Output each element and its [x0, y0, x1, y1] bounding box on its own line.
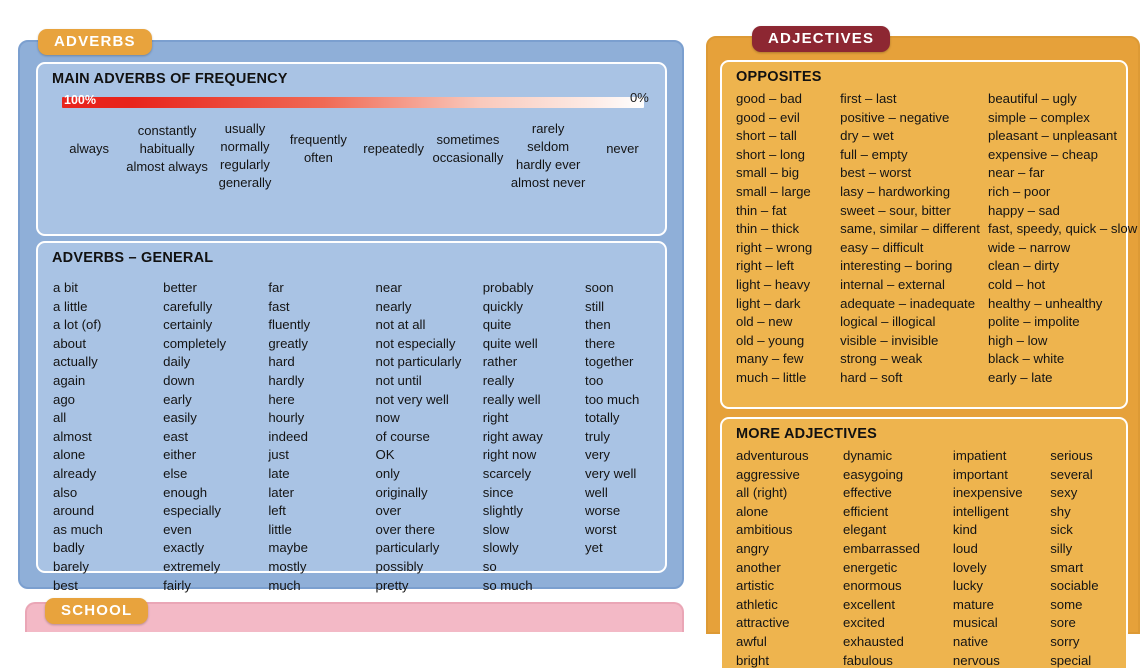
- word-item: well: [585, 484, 608, 500]
- word-item: excited: [843, 615, 885, 631]
- word-item: intelligent: [952, 503, 1009, 519]
- word-item: effective: [843, 485, 892, 501]
- word-item: slowly: [482, 540, 519, 556]
- frequency-word: almost always: [126, 159, 208, 174]
- frequency-column: [54, 120, 124, 192]
- frequency-word: rarely: [531, 121, 565, 136]
- word-item: enormous: [843, 578, 902, 594]
- word-item: a bit: [53, 280, 78, 295]
- more-adjectives-title: MORE ADJECTIVES: [736, 426, 878, 442]
- word-item: certainly: [163, 317, 213, 333]
- word-item: angry: [736, 540, 769, 556]
- word-item: totally: [585, 410, 620, 426]
- word-item: special: [1050, 652, 1092, 668]
- word-item: smart: [1050, 559, 1084, 575]
- word-item: old – young: [736, 332, 805, 348]
- word-item: also: [53, 484, 78, 500]
- word-item: all: [53, 410, 67, 426]
- word-item: really: [482, 372, 515, 388]
- word-column: [840, 90, 988, 388]
- word-column: [268, 279, 375, 595]
- word-item: even: [163, 521, 192, 537]
- word-item: alone: [736, 503, 769, 519]
- word-item: light – dark: [736, 295, 801, 311]
- word-item: either: [163, 447, 197, 463]
- word-item: pretty: [375, 577, 409, 593]
- section-header-adjectives: ADJECTIVES: [752, 26, 890, 52]
- frequency-column: [591, 120, 654, 192]
- word-column: [376, 279, 483, 595]
- word-item: right – wrong: [736, 239, 813, 255]
- word-item: easy – difficult: [840, 239, 924, 255]
- word-item: quite well: [482, 335, 538, 351]
- word-item: too: [585, 372, 604, 388]
- word-item: near: [375, 280, 402, 295]
- word-column: [53, 279, 163, 595]
- word-column: [953, 447, 1050, 670]
- word-item: small – big: [736, 165, 800, 181]
- word-item: some: [1050, 596, 1083, 612]
- word-item: hourly: [268, 410, 305, 426]
- word-item: early: [163, 391, 192, 407]
- word-item: sorry: [1050, 633, 1080, 649]
- word-item: artistic: [736, 578, 775, 594]
- word-item: especially: [163, 503, 222, 519]
- frequency-column: [357, 120, 431, 192]
- frequency-word: occasionally: [432, 150, 504, 165]
- word-item: fabulous: [843, 652, 893, 668]
- word-item: strong – weak: [840, 351, 923, 367]
- word-item: silly: [1050, 540, 1073, 556]
- frequency-word: constantly: [137, 123, 197, 138]
- word-item: right now: [482, 447, 537, 463]
- word-item: so: [482, 558, 497, 574]
- word-item: hard – soft: [840, 369, 903, 385]
- word-item: just: [268, 447, 289, 463]
- word-item: several: [1050, 466, 1093, 482]
- word-item: there: [585, 335, 616, 351]
- frequency-column: [431, 120, 506, 192]
- word-item: dynamic: [843, 448, 893, 463]
- word-item: particularly: [375, 540, 440, 556]
- word-item: first – last: [840, 91, 897, 106]
- word-item: musical: [952, 615, 998, 631]
- word-item: lucky: [952, 578, 983, 594]
- word-item: mature: [952, 596, 994, 612]
- word-item: cold – hot: [988, 276, 1046, 292]
- word-item: awful: [736, 633, 767, 649]
- word-item: clean – dirty: [988, 258, 1060, 274]
- word-item: fairly: [163, 577, 191, 593]
- adjectives-panel: [706, 36, 1140, 668]
- word-item: simple – complex: [988, 109, 1090, 125]
- word-item: early – late: [988, 369, 1053, 385]
- word-item: old – new: [736, 314, 793, 330]
- frequency-word: seldom: [527, 139, 570, 154]
- word-item: badly: [53, 540, 85, 556]
- adverbs-general-grid: [53, 279, 663, 595]
- word-item: nervous: [952, 652, 1000, 668]
- word-item: worst: [585, 521, 617, 537]
- frequency-column: [124, 120, 210, 192]
- word-item: sociable: [1050, 578, 1099, 594]
- word-item: beautiful – ugly: [988, 91, 1077, 106]
- word-item: sweet – sour, bitter: [840, 202, 951, 218]
- word-item: near – far: [988, 165, 1045, 181]
- frequency-word: normally: [220, 139, 270, 154]
- word-item: all (right): [736, 485, 788, 501]
- word-item: loud: [952, 540, 978, 556]
- frequency-column: [280, 120, 357, 192]
- word-item: yet: [585, 540, 603, 556]
- word-item: impatient: [952, 448, 1007, 463]
- more-adjectives-box: [720, 417, 1128, 668]
- word-item: fluently: [268, 317, 311, 333]
- frequency-word: usually: [224, 121, 266, 136]
- frequency-word: habitually: [139, 141, 195, 156]
- word-item: positive – negative: [840, 109, 950, 125]
- word-item: aggressive: [736, 466, 800, 482]
- frequency-word: always: [69, 141, 109, 156]
- word-item: little: [268, 521, 292, 537]
- word-item: still: [585, 298, 605, 314]
- word-item: a little: [53, 298, 88, 314]
- frequency-scale-high-label: 100%: [64, 93, 96, 107]
- frequency-column: [210, 120, 280, 192]
- word-item: small – large: [736, 183, 811, 199]
- word-item: adventurous: [736, 448, 809, 463]
- adverbs-panel: [18, 40, 684, 593]
- word-item: completely: [163, 335, 227, 351]
- word-item: polite – impolite: [988, 314, 1080, 330]
- word-item: excellent: [843, 596, 896, 612]
- word-item: only: [375, 465, 400, 481]
- word-item: wide – narrow: [988, 239, 1071, 255]
- word-item: pleasant – unpleasant: [988, 128, 1118, 144]
- word-item: logical – illogical: [840, 314, 936, 330]
- word-item: around: [53, 503, 95, 519]
- word-item: extremely: [163, 558, 221, 574]
- word-item: maybe: [268, 540, 308, 556]
- word-column: [585, 279, 663, 595]
- word-item: originally: [375, 484, 428, 500]
- word-item: easily: [163, 410, 197, 426]
- frequency-word: often: [303, 150, 333, 165]
- opposites-box: [720, 60, 1138, 409]
- word-item: barely: [53, 558, 89, 574]
- word-item: right – left: [736, 258, 794, 274]
- word-item: alone: [53, 447, 86, 463]
- word-item: easygoing: [843, 466, 904, 482]
- word-item: important: [952, 466, 1008, 482]
- word-column: [736, 90, 840, 388]
- word-item: scarcely: [482, 465, 532, 481]
- word-item: bright: [736, 652, 769, 668]
- word-item: black – white: [988, 351, 1065, 367]
- word-item: about: [53, 335, 87, 351]
- word-item: as much: [53, 521, 103, 537]
- word-item: over there: [375, 521, 435, 537]
- word-column: [988, 90, 1138, 388]
- word-item: inexpensive: [952, 485, 1023, 501]
- word-item: kind: [952, 522, 978, 538]
- word-item: not until: [375, 372, 422, 388]
- word-item: possibly: [375, 558, 424, 574]
- word-item: fast: [268, 298, 290, 314]
- word-item: native: [952, 633, 989, 649]
- word-item: shy: [1050, 503, 1071, 519]
- section-header-adverbs: ADVERBS: [38, 29, 152, 55]
- word-item: east: [163, 428, 189, 444]
- word-item: embarrassed: [843, 540, 920, 556]
- word-item: sore: [1050, 615, 1076, 631]
- word-item: best – worst: [840, 165, 912, 181]
- word-item: internal – external: [840, 276, 945, 292]
- section-header-school: SCHOOL: [45, 598, 148, 624]
- frequency-column: [505, 120, 591, 192]
- word-item: over: [375, 503, 402, 519]
- main-adverbs-of-frequency-box: [36, 62, 667, 236]
- word-item: actually: [53, 354, 98, 370]
- word-item: better: [163, 280, 197, 295]
- word-item: slow: [482, 521, 510, 537]
- frequency-gradient-bar: [62, 97, 644, 108]
- word-item: later: [268, 484, 294, 500]
- frequency-word: hardly ever: [515, 157, 581, 172]
- word-item: mostly: [268, 558, 307, 574]
- word-item: too much: [585, 391, 640, 407]
- word-item: visible – invisible: [840, 332, 939, 348]
- word-item: since: [482, 484, 514, 500]
- word-item: left: [268, 503, 286, 519]
- word-item: thin – thick: [736, 221, 800, 237]
- word-item: interesting – boring: [840, 258, 953, 274]
- word-item: efficient: [843, 503, 889, 519]
- word-item: already: [53, 465, 97, 481]
- word-item: of course: [375, 428, 430, 444]
- word-item: soon: [585, 280, 614, 295]
- word-item: indeed: [268, 428, 308, 444]
- word-item: daily: [163, 354, 191, 370]
- opposites-title: OPPOSITES: [736, 69, 822, 85]
- word-item: again: [53, 372, 86, 388]
- frequency-box-title: MAIN ADVERBS OF FREQUENCY: [52, 71, 288, 87]
- word-item: short – tall: [736, 128, 797, 144]
- word-item: not particularly: [375, 354, 462, 370]
- frequency-columns: [54, 120, 654, 192]
- word-item: worse: [585, 503, 621, 519]
- word-item: not at all: [375, 317, 426, 333]
- word-item: light – heavy: [736, 276, 811, 292]
- word-item: right away: [482, 428, 543, 444]
- frequency-word: regularly: [220, 157, 270, 172]
- word-item: lovely: [952, 559, 987, 575]
- word-item: else: [163, 465, 188, 481]
- word-item: full – empty: [840, 146, 908, 162]
- word-item: thin – fat: [736, 202, 787, 218]
- word-column: [163, 279, 268, 595]
- word-item: high – low: [988, 332, 1048, 348]
- word-item: much – little: [736, 369, 807, 385]
- word-item: carefully: [163, 298, 213, 314]
- adverbs-general-box: [36, 241, 667, 593]
- more-adjectives-grid: [736, 447, 1128, 670]
- word-item: short – long: [736, 146, 805, 162]
- word-column: [736, 447, 843, 670]
- word-item: exhausted: [843, 633, 904, 649]
- word-item: very well: [585, 465, 637, 481]
- word-item: then: [585, 317, 611, 333]
- word-item: almost: [53, 428, 92, 444]
- word-item: greatly: [268, 335, 308, 351]
- word-item: now: [375, 410, 400, 426]
- word-column: [483, 279, 585, 595]
- word-item: not very well: [375, 391, 449, 407]
- word-item: expensive – cheap: [988, 146, 1098, 162]
- word-item: sexy: [1050, 485, 1078, 501]
- word-item: sick: [1050, 522, 1073, 538]
- word-item: good – bad: [736, 91, 803, 106]
- word-item: adequate – inadequate: [840, 295, 976, 311]
- word-item: attractive: [736, 615, 790, 631]
- word-item: fast, speedy, quick – slow: [988, 221, 1138, 237]
- word-item: very: [585, 447, 610, 463]
- opposites-grid: [736, 90, 1138, 388]
- frequency-word: never: [606, 141, 639, 156]
- word-item: exactly: [163, 540, 205, 556]
- frequency-word: sometimes: [436, 132, 500, 147]
- word-item: rich – poor: [988, 183, 1051, 199]
- word-item: dry – wet: [840, 128, 894, 144]
- word-item: down: [163, 372, 195, 388]
- word-item: elegant: [843, 522, 887, 538]
- word-item: far: [268, 280, 284, 295]
- frequency-word: repeatedly: [363, 141, 424, 156]
- word-item: really well: [482, 391, 541, 407]
- frequency-word: almost never: [510, 175, 586, 190]
- word-item: quickly: [482, 298, 524, 314]
- word-item: quite: [482, 317, 512, 333]
- frequency-word: generally: [218, 175, 272, 190]
- word-item: a lot (of): [53, 317, 102, 333]
- word-item: so much: [482, 577, 533, 593]
- word-item: energetic: [843, 559, 898, 575]
- word-item: OK: [375, 447, 395, 463]
- adverbs-general-title: ADVERBS – GENERAL: [52, 250, 214, 266]
- word-item: probably: [482, 280, 534, 295]
- word-item: same, similar – different: [840, 221, 980, 237]
- word-item: late: [268, 465, 290, 481]
- word-item: happy – sad: [988, 202, 1060, 218]
- word-item: slightly: [482, 503, 524, 519]
- word-item: rather: [482, 354, 518, 370]
- word-item: healthy – unhealthy: [988, 295, 1103, 311]
- word-item: ambitious: [736, 522, 793, 538]
- frequency-scale-low-label: 0%: [630, 90, 649, 105]
- word-column: [843, 447, 953, 670]
- word-item: athletic: [736, 596, 778, 612]
- word-item: lasy – hardworking: [840, 183, 951, 199]
- word-item: another: [736, 559, 781, 575]
- word-item: enough: [163, 484, 208, 500]
- word-item: not especially: [375, 335, 456, 351]
- word-item: ago: [53, 391, 76, 407]
- word-item: serious: [1050, 448, 1093, 463]
- word-item: nearly: [375, 298, 412, 314]
- word-item: many – few: [736, 351, 804, 367]
- word-item: much: [268, 577, 301, 593]
- word-item: best: [53, 577, 78, 593]
- word-item: hard: [268, 354, 295, 370]
- word-item: here: [268, 391, 295, 407]
- word-item: together: [585, 354, 634, 370]
- frequency-word: frequently: [289, 132, 347, 147]
- word-item: right: [482, 410, 509, 426]
- word-item: hardly: [268, 372, 305, 388]
- word-item: good – evil: [736, 109, 800, 125]
- word-item: truly: [585, 428, 610, 444]
- word-column: [1050, 447, 1128, 670]
